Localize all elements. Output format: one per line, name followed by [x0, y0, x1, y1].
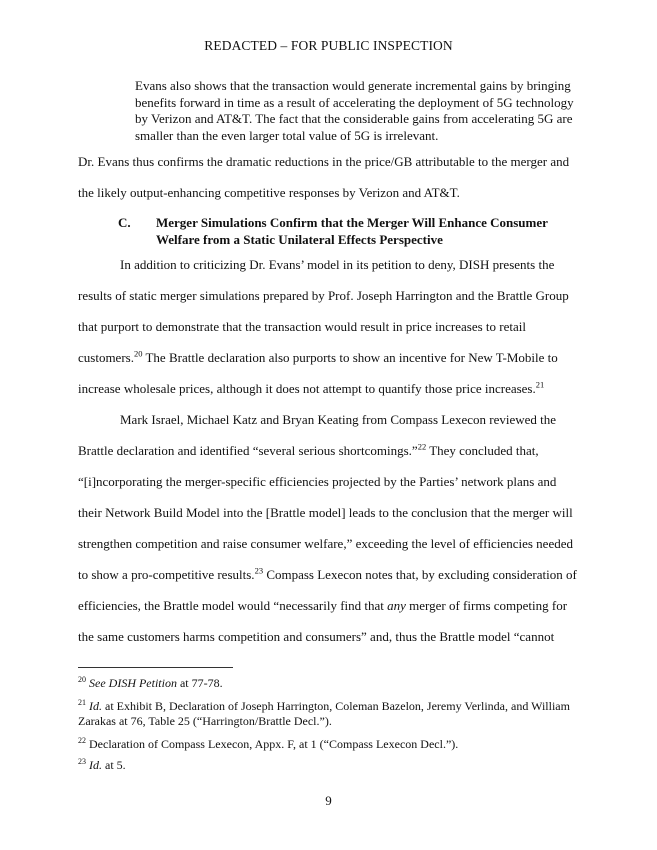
footnote-number: 20: [78, 675, 86, 684]
paragraph-3-text-4: merger of firms competing for the same customers harms competition and consumers” and, thus the Brattle model “cannot: [78, 598, 568, 644]
footnote-ref-23[interactable]: 23: [254, 565, 264, 576]
footnote-italic: Id.: [89, 699, 102, 713]
page-number: 9: [325, 793, 332, 808]
footnote-22: [78, 737, 578, 752]
footnote-number: 22: [78, 736, 86, 745]
block-quote: Evans also shows that the transaction would generate incremental gains by bringing benefits forward in time as a result of accelerating the deployment of 5G technology by Verizon and AT&T. The fact that the considerable gains from accelerating 5G are smaller than the even larger total value of 5G is irrelevant.: [135, 78, 574, 143]
footnote-21: [78, 699, 578, 729]
paragraph-2-text-1: In addition to criticizing Dr. Evans’ model in its petition to deny, DISH presents the results of static merger simulations prepared by Prof. Joseph Harrington and the Brattle Group that purport to demonstrate that the transaction would result in price increases to retail customers.: [78, 257, 569, 365]
paragraph-3: [78, 404, 578, 652]
footnote-separator: [78, 667, 233, 668]
footnote-text: at 77-78.: [176, 676, 223, 690]
paragraph-1: Dr. Evans thus confirms the dramatic reductions in the price/GB attributable to the merger and the likely output-enhancing competitive responses by Verizon and AT&T.: [78, 154, 570, 200]
paragraph-3-text-2: They concluded that, “[i]ncorporating the merger-specific efficiencies projected by the Parties’ network plans and their Network Build Model into the [Brattle model] leads to the conclusion that the merger will strengthen competition and raise consumer welfare,” exceeding the level of efficiencies needed to show a pro-competitive results.: [78, 443, 573, 582]
section-title: Merger Simulations Confirm that the Merger Will Enhance Consumer Welfare from a Static Unilateral Effects Perspective: [156, 215, 548, 247]
footnote-number: 21: [78, 698, 86, 707]
footnote-23: [78, 758, 578, 773]
paragraph-3-italic: any: [387, 598, 406, 613]
footnote-20: [78, 676, 578, 691]
footnote-text: at 5.: [102, 758, 126, 772]
paragraph-3-text-3: Compass Lexecon notes that, by excluding consideration of efficiencies, the Brattle model would “necessarily find that: [78, 567, 577, 613]
footnote-ref-21[interactable]: 21: [535, 379, 545, 390]
paragraph-2-text-2: The Brattle declaration also purports to show an incentive for New T-Mobile to increase wholesale prices, although it does not attempt to quantify those price increases.: [78, 350, 558, 396]
section-number: C.: [118, 215, 131, 230]
paragraph-3-text-1: Mark Israel, Michael Katz and Bryan Keating from Compass Lexecon reviewed the Brattle declaration and identified “several serious shortcomings.”: [78, 412, 557, 458]
footnote-text: at Exhibit B, Declaration of Joseph Harrington, Coleman Bazelon, Jeremy Verlinda, and William Zarakas at 76, Table 25 (“Harrington/Brattle Decl.”).: [78, 699, 570, 728]
footnote-ref-20[interactable]: 20: [133, 348, 143, 359]
footnote-ref-22[interactable]: 22: [417, 441, 427, 452]
footnote-number: 23: [78, 757, 86, 766]
page-header: REDACTED – FOR PUBLIC INSPECTION: [204, 38, 453, 53]
footnote-italic: Id.: [89, 758, 102, 772]
paragraph-2: [78, 249, 578, 404]
footnote-text: Declaration of Compass Lexecon, Appx. F, at 1 (“Compass Lexecon Decl.”).: [89, 737, 459, 751]
footnote-italic: See DISH Petition: [89, 676, 177, 690]
